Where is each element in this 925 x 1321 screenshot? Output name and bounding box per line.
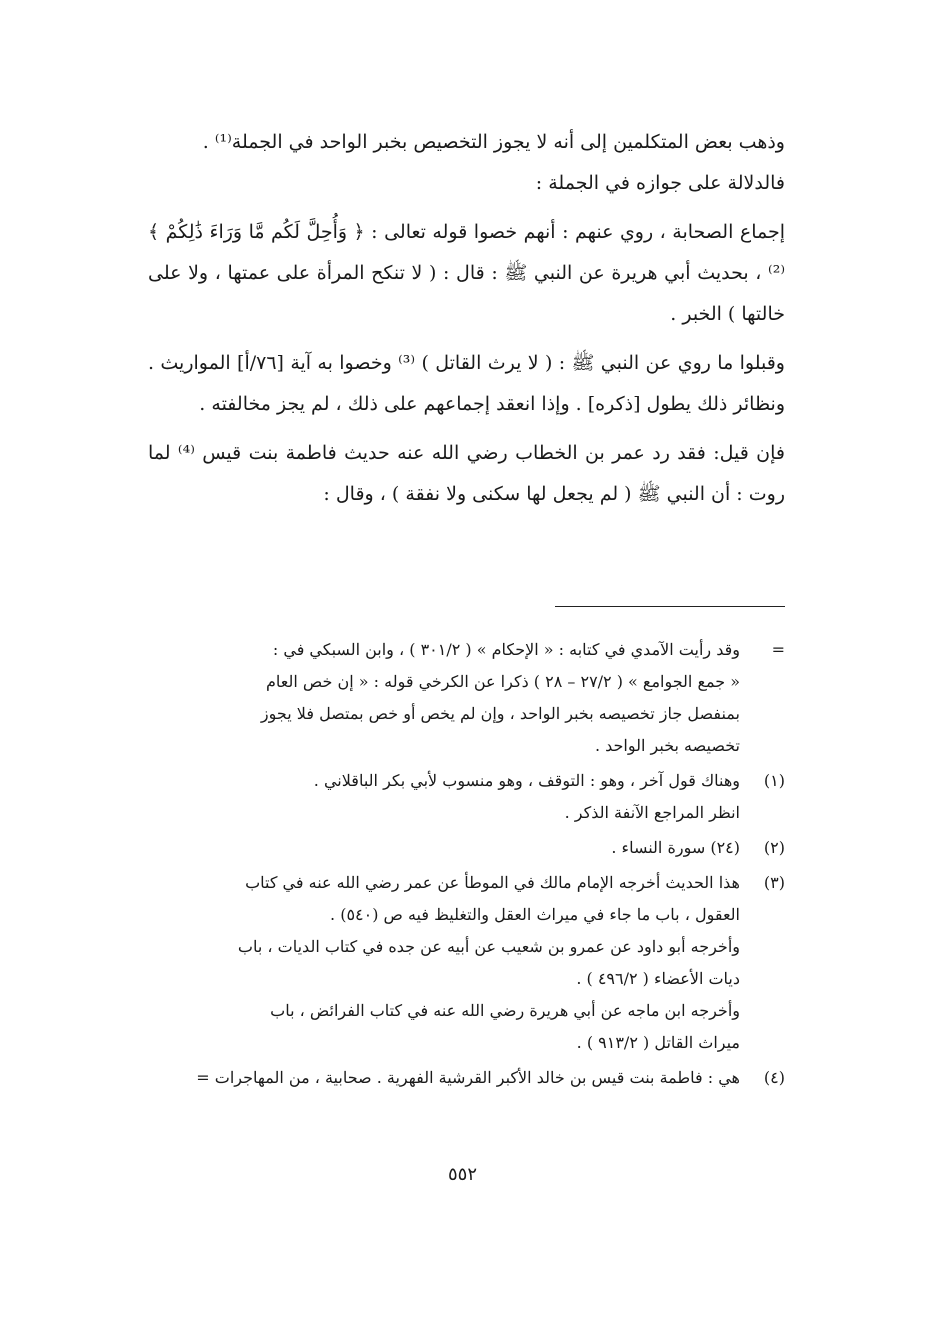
footnote-separator — [555, 606, 785, 607]
footnote-line: ميراث القاتل ( ٩١٣/٢ ) . — [576, 1033, 740, 1052]
footnote-2 — [148, 832, 785, 864]
paragraph-1: وذهب بعض المتكلمين إلى أنه لا يجوز التخصيص بخبر الواحد في الجملة⁽¹⁾ . — [202, 131, 785, 153]
footnote-continued — [148, 634, 785, 762]
main-text — [148, 122, 785, 515]
footnote-line: (٢٤) سورة النساء . — [611, 838, 740, 857]
page-number: ٥٥٢ — [447, 1164, 477, 1185]
paragraph-4: وقبلوا ما روي عن النبي ﷺ : ( لا يرث القاتل ) ⁽³⁾ وخصوا به آية [٧٦/أ] المواريث . ونظائر ذلك يطول [ذكره] . وإذا انعقد إجماعهم على ذلك ، لم يجز مخالفته . — [148, 352, 785, 415]
footnote-line: وقد رأيت الآمدي في كتابه : « الإحكام » ( ٣٠١/٢ ) ، وابن السبكي في : — [272, 640, 740, 659]
paragraph-2: فالدلالة على جوازه في الجملة : — [535, 172, 785, 194]
footnote-4 — [148, 1062, 785, 1094]
footnote-number: (٣) — [763, 873, 785, 892]
footnote-number: (٤) — [763, 1068, 785, 1087]
footnote-line: ديات الأعضاء ( ٤٩٦/٢ ) . — [576, 969, 740, 988]
paragraph-5: فإن قيل: فقد رد عمر بن الخطاب رضي الله عنه حديث فاطمة بنت قيس ⁽⁴⁾ لما روت : أن النبي ﷺ ( لم يجعل لها سكنى ولا نفقة ) ، وقال : — [148, 442, 785, 505]
footnote-line: انظر المراجع الآنفة الذكر . — [564, 803, 740, 822]
footnote-line: وأخرجه ابن ماجه عن أبي هريرة رضي الله عنه في كتاب الفرائض ، باب — [270, 1001, 740, 1020]
footnote-line: العقول ، باب ما جاء في ميراث العقل والتغليظ فيه ص (٥٤٠) . — [330, 905, 740, 924]
footnote-line: وهناك قول آخر ، وهو : التوقف ، وهو منسوب لأبي بكر الباقلاني . — [313, 771, 740, 790]
footnotes — [148, 634, 785, 1097]
footnote-3 — [148, 867, 785, 1059]
footnote-1 — [148, 765, 785, 829]
footnote-line: هذا الحديث أخرجه الإمام مالك في الموطأ عن عمر رضي الله عنه في كتاب — [245, 873, 740, 892]
footnote-line: وأخرجه أبو داود عن عمرو بن شعيب عن أبيه عن جده في كتاب الديات ، باب — [237, 937, 740, 956]
footnote-number: (١) — [763, 771, 785, 790]
footnote-line: تخصيصه بخبر الواحد . — [594, 736, 740, 755]
paragraph-3: إجماع الصحابة ، روي عنهم : أنهم خصوا قوله تعالى : ﴿ وَأُحِلَّ لَكُم مَّا وَرَاءَ ذَٰلِكُمْ ﴾ ⁽²⁾ ، بحديث أبي هريرة عن النبي ﷺ : قال : ( لا تنكح المرأة على عمتها ، ولا على خالتها ) الخبر . — [148, 221, 785, 325]
footnote-line: بمنفصل جاز تخصيصه بخبر الواحد ، وإن لم يخص أو خص بمتصل فلا يجوز — [260, 704, 740, 723]
footnote-number: (٢) — [763, 838, 785, 857]
footnote-line: هي : فاطمة بنت قيس بن خالد الأكبر القرشية الفهرية . صحابية ، من المهاجرات = — [196, 1068, 740, 1087]
footnote-line: « جمع الجوامع » ( ٢٧/٢ – ٢٨ ) ذكرا عن الكرخي قوله : « إن خص العام — [266, 672, 740, 691]
footnote-marker: = — [771, 640, 785, 659]
